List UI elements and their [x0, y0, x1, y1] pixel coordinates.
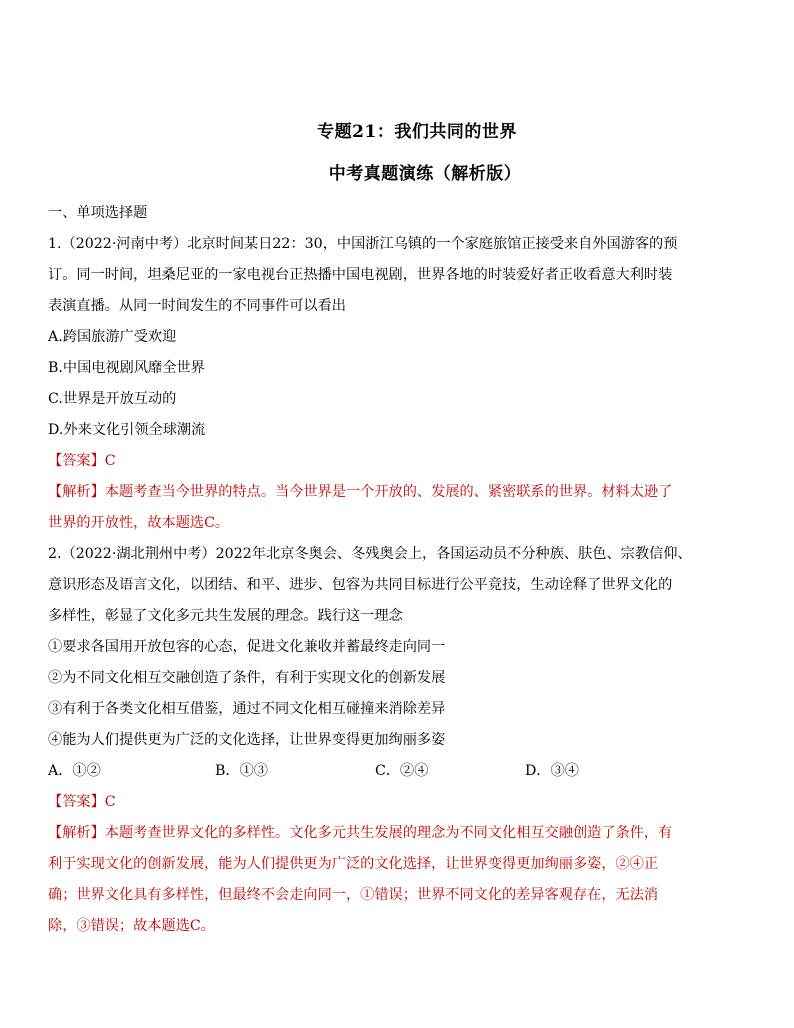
question-1-option-b: B.中国电视剧风靡全世界: [48, 360, 205, 376]
question-1-stem-line-2: 订。同一时间，坦桑尼亚的一家电视台正热播中国电视剧，世界各地的时装爱好者正收看意大利时装: [48, 267, 673, 283]
question-1-stem-line-1: 1.（2022·河南中考）北京时间某日22：30，中国浙江乌镇的一个家庭旅馆正接受来自外国游客的预: [48, 236, 678, 252]
question-1-answer-value: C: [104, 453, 116, 469]
question-2-options: [48, 756, 768, 787]
question-2-stem-line-2: 意识形态及语言文化，以团结、和平、进步、包容为共同目标进行公平竞技，生动诠释了世界文化的: [48, 577, 673, 593]
question-1-analysis-line-2: 世界的开放性，故本题选C。: [48, 515, 230, 531]
question-2-option-a: A．①②: [48, 763, 101, 779]
question-2-statement-1: ①要求各国用开放包容的心态，促进文化兼收并蓄最终走向同一: [48, 639, 446, 655]
question-2-analysis-line-3: 确；世界文化具有多样性，但最终不会走向同一，①错误；世界不同文化的差异客观存在，无法消: [48, 887, 659, 903]
question-2-stem-line-1: 2.（2022·湖北荆州中考）2022年北京冬奥会、冬残奥会上，各国运动员不分种族、肤色、宗教信仰、: [48, 546, 692, 562]
question-1-option-c: C.世界是开放互动的: [48, 391, 177, 407]
question-1-stem-line-3: 表演直播。从同一时间发生的不同事件可以看出: [48, 298, 346, 314]
question-1-answer: [48, 446, 768, 477]
question-2: [48, 539, 768, 942]
page-title: 专题21：我们共同的世界: [317, 122, 517, 142]
question-2-stem-line-3: 多样性，彰显了文化多元共生发展的理念。践行这一理念: [48, 608, 403, 624]
question-2-answer-label: 【答案】: [48, 794, 105, 810]
question-1-option-a: A.跨国旅游广受欢迎: [48, 329, 177, 345]
question-2-analysis-line-1: 【解析】本题考查世界文化的多样性。文化多元共生发展的理念为不同文化相互交融创造了条件，有: [48, 825, 673, 841]
question-2-answer-value: C: [104, 794, 116, 810]
question-1-option-d: D.外来文化引领全球潮流: [48, 422, 206, 438]
question-2-answer: [48, 787, 768, 818]
question-2-option-d: D．③④: [525, 763, 579, 779]
page-subtitle: 中考真题演练（解析版）: [328, 164, 522, 184]
question-2-statement-3: ③有利于各类文化相互借鉴，通过不同文化相互碰撞来消除差异: [48, 701, 446, 717]
section-heading: 一、单项选择题: [48, 205, 148, 221]
question-2-statement-4: ④能为人们提供更为广泛的文化选择，让世界变得更加绚丽多姿: [48, 732, 446, 748]
question-1: [48, 229, 768, 539]
question-2-option-c: C．②④: [375, 763, 429, 779]
question-2-statement-2: ②为不同文化相互交融创造了条件，有利于实现文化的创新发展: [48, 670, 446, 686]
question-1-answer-label: 【答案】: [48, 453, 105, 469]
question-2-option-b: B．①③: [215, 763, 268, 779]
question-2-analysis-line-2: 利于实现文化的创新发展，能为人们提供更为广泛的文化选择，让世界变得更加绚丽多姿，②④正: [48, 856, 659, 872]
question-2-analysis-line-4: 除，③错误；故本题选C。: [48, 918, 215, 934]
document-body: [48, 198, 768, 942]
question-1-analysis-line-1: 【解析】本题考查当今世界的特点。当今世界是一个开放的、发展的、紧密联系的世界。材料太逊了: [48, 484, 673, 500]
